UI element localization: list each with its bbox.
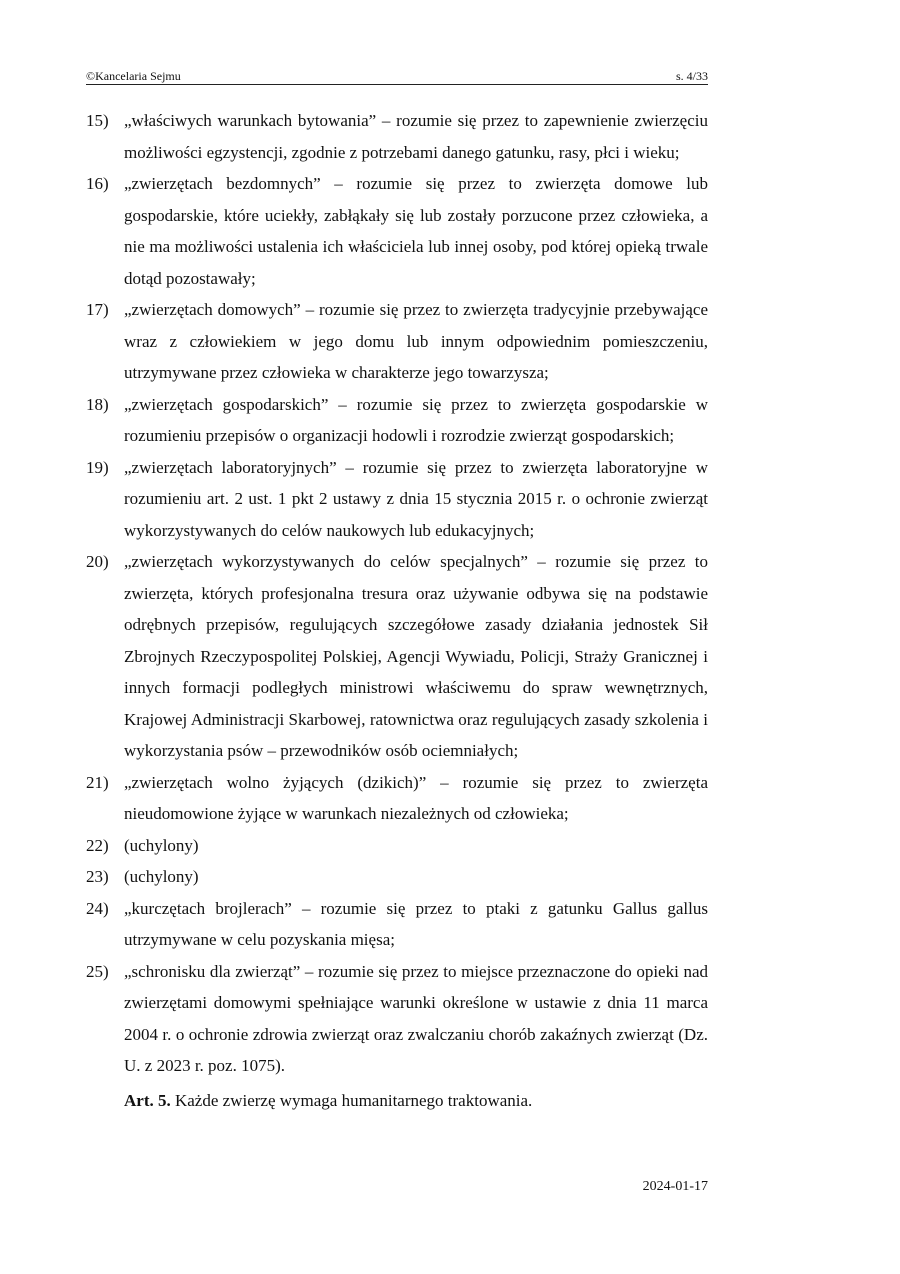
list-item xyxy=(86,861,708,893)
item-text: „właściwych warunkach bytowania” – rozumie się przez to zapewnienie zwierzęciu możliwości egzystencji, zgodnie z potrzebami danego gatunku, rasy, płci i wieku; xyxy=(124,111,708,162)
list-item xyxy=(86,830,708,862)
item-text: „zwierzętach laboratoryjnych” – rozumie się przez to zwierzęta laboratoryjne w rozumieniu art. 2 ust. 1 pkt 2 ustawy z dnia 15 stycznia 2015 r. o ochronie zwierząt wykorzystywanych do celów naukowych lub edukacyjnych; xyxy=(124,457,708,540)
item-number: 24) xyxy=(86,898,109,918)
item-text: „kurczętach brojlerach” – rozumie się przez to ptaki z gatunku Gallus gallus utrzymywane w celu pozyskania mięsa; xyxy=(124,898,708,949)
item-number: 15) xyxy=(86,111,109,130)
item-text: „zwierzętach domowych” – rozumie się przez to zwierzęta tradycyjnie przebywające wraz z człowiekiem w jego domu lub innym odpowiednim pomieszczeniu, utrzymywane przez człowieka w charakterze jego towarzysza; xyxy=(124,300,708,382)
item-text: (uchylony) xyxy=(124,835,199,855)
article-label: Art. 5. xyxy=(124,1090,171,1110)
item-text: (uchylony) xyxy=(124,867,199,886)
list-item xyxy=(86,956,708,1082)
page-header xyxy=(86,70,708,85)
item-number: 18) xyxy=(86,394,109,414)
item-text: „schronisku dla zwierząt” – rozumie się przez to miejsce przeznaczone do opieki nad zwierzętami domowymi spełniające warunki określone w ustawie z dnia 11 marca 2004 r. o ochronie zdrowia zwierząt oraz zwalczaniu chorób zakaźnych zwierząt (Dz. U. z 2023 r. poz. 1075). xyxy=(124,961,708,1075)
page-footer-date: 2024-01-17 xyxy=(642,1179,708,1194)
article-text: Każde zwierzę wymaga humanitarnego traktowania. xyxy=(170,1090,533,1110)
list-item xyxy=(86,546,708,767)
item-number: 17) xyxy=(86,300,109,319)
item-text: „zwierzętach gospodarskich” – rozumie się przez to zwierzęta gospodarskie w rozumieniu przepisów o organizacji hodowli i rozrodzie zwierząt gospodarskich; xyxy=(124,394,708,445)
item-number: 23) xyxy=(86,867,109,886)
list-item xyxy=(86,105,708,168)
item-number: 25) xyxy=(86,961,109,981)
item-text: „zwierzętach wykorzystywanych do celów specjalnych” – rozumie się przez to zwierzęta, których profesjonalna tresura oraz używanie odbywa się na podstawie odrębnych przepisów, regulujących szczegółowe zasady działania jednostek Sił Zbrojnych Rzeczypospolitej Polskiej, Agencji Wywiadu, Policji, Straży Granicznej i innych formacji podległych ministrowi właściwemu do spraw wewnętrznych, Krajowej Administracji Skarbowej, ratownictwa oraz regulujących zasady szkolenia i wykorzystania psów – przewodników osób ociemniałych; xyxy=(124,552,708,760)
item-number: 22) xyxy=(86,835,109,855)
list-item xyxy=(86,452,708,547)
header-publisher: ©Kancelaria Sejmu xyxy=(86,69,181,83)
list-item xyxy=(86,294,708,389)
item-text: „zwierzętach wolno żyjących (dzikich)” – rozumie się przez to zwierzęta nieudomowione żyjące w warunkach niezależnych od człowieka; xyxy=(124,772,708,823)
list-item xyxy=(86,389,708,452)
header-page-number: s. 4/33 xyxy=(675,69,708,83)
item-number: 19) xyxy=(86,457,109,477)
list-item xyxy=(86,893,708,956)
list-item xyxy=(86,767,708,830)
list-item xyxy=(86,168,708,294)
item-number: 21) xyxy=(86,772,109,792)
article-paragraph xyxy=(86,1085,708,1117)
document-body xyxy=(86,105,708,1116)
item-number: 20) xyxy=(86,552,109,571)
item-number: 16) xyxy=(86,174,109,193)
item-text: „zwierzętach bezdomnych” – rozumie się przez to zwierzęta domowe lub gospodarskie, które uciekły, zabłąkały się lub zostały porzucone przez człowieka, a nie ma możliwości ustalenia ich właściciela lub innej osoby, pod której opieką trwale dotąd pozostawały; xyxy=(124,174,708,288)
